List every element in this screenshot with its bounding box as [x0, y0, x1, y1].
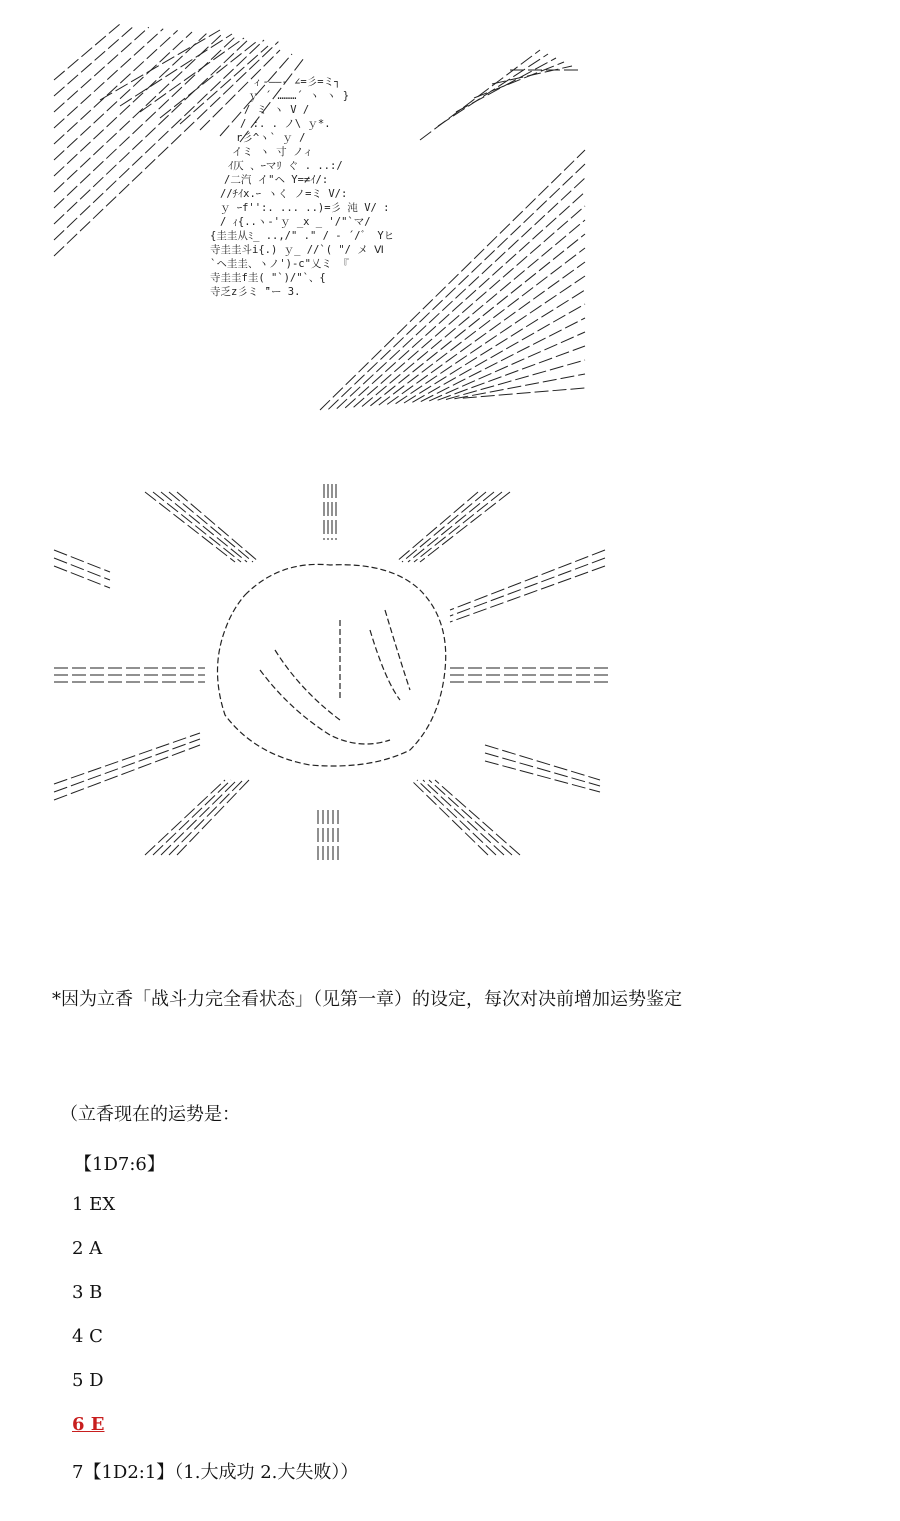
- speed-line: [396, 276, 585, 404]
- speed-line: [54, 30, 178, 144]
- ray-line: [420, 492, 510, 562]
- ray-line: [145, 492, 235, 562]
- hand-art-row: イミ ヽ 寸 ノィ: [232, 146, 314, 158]
- ray-line: [153, 780, 231, 855]
- fist-outline-stroke: [370, 630, 400, 700]
- speed-line: [54, 32, 192, 160]
- fist-outline-stroke: [275, 650, 340, 720]
- speed-line: [438, 346, 585, 400]
- hand-art-row: ｙ ´ ………´ ヽ ヽ }: [248, 90, 350, 102]
- ray-line: [153, 492, 241, 562]
- speed-line: [54, 24, 120, 80]
- fortune-option: 7【1D2:1】（1.大成功 2.大失败））: [72, 1462, 359, 1483]
- fortune-option: 5 D: [72, 1370, 104, 1391]
- speed-line: [54, 26, 134, 96]
- ray-line: [54, 745, 200, 800]
- ray-line: [169, 780, 243, 855]
- fist-figure: [218, 564, 446, 766]
- ray-line: [450, 558, 605, 616]
- dice-roll-result: 【1D7:6】: [74, 1154, 165, 1175]
- hand-art-row: / ミ ヽ V /: [244, 104, 310, 116]
- fortune-option: 1 EX: [72, 1194, 116, 1215]
- fist-outline-stroke: [260, 670, 390, 744]
- ray-line: [485, 745, 600, 780]
- speed-line: [160, 42, 256, 118]
- speed-line: [492, 66, 572, 84]
- ray-line: [145, 780, 225, 855]
- speed-line: [420, 50, 540, 140]
- ray-line: [402, 492, 486, 562]
- hand-art-row: 寺圭圭f圭( "`)/"`、{: [210, 272, 326, 284]
- speed-line: [120, 34, 232, 106]
- speed-line: [404, 290, 585, 403]
- hand-art-row: /二汽 イ"ヘ Y=≠ｲ/:: [224, 174, 329, 186]
- hand-art-row: / :. . ノ\ ｙ*.: [240, 118, 331, 130]
- fortune-option: 2 A: [72, 1238, 103, 1259]
- fortune-rule-note: *因为立香「战斗力完全看状态」（见第一章）的设定，每次对决前增加运势鉴定: [52, 989, 682, 1010]
- ray-line: [161, 492, 247, 562]
- speed-line: [362, 220, 585, 407]
- ray-line: [450, 550, 605, 610]
- ray-line: [435, 780, 520, 855]
- ray-line: [408, 492, 494, 562]
- ray-line: [417, 780, 496, 855]
- ray-line: [411, 780, 488, 855]
- ray-line: [429, 780, 512, 855]
- ray-line: [450, 566, 605, 622]
- speed-line: [54, 35, 221, 192]
- hand-art-row: ィ‐――‐ ∠=彡=ミ┐: [252, 76, 341, 88]
- hand-art-row: / ｨ{..ヽ-'ｙ _x _ '/"`マ/: [220, 216, 371, 228]
- hand-art-row: ｙ ｰf'':. ... ..)=彡 沌 V/ :: [220, 202, 390, 214]
- speed-line: [412, 304, 585, 402]
- impact-rays: [54, 484, 610, 862]
- speed-line: [379, 248, 585, 405]
- fortune-option-selected: 6 E: [72, 1414, 105, 1435]
- fortune-intro: （立香现在的运势是：: [60, 1104, 240, 1125]
- hand-art-row: 寺圭圭斗i{.) ｙ_ //`( "/ メ Ⅵ: [210, 244, 384, 256]
- fist-outline-stroke: [218, 564, 446, 766]
- ray-line: [485, 753, 600, 786]
- hand-figure: [210, 76, 394, 298]
- speed-line: [328, 164, 585, 409]
- ray-line: [423, 780, 504, 855]
- fist-outline-stroke: [385, 610, 410, 690]
- speed-line: [54, 29, 163, 128]
- ray-line: [169, 492, 253, 562]
- fortune-option: 3 B: [72, 1282, 103, 1303]
- fortune-option: 4 C: [72, 1326, 103, 1347]
- hand-art-row: r彡^ヽ` ｙ /: [236, 132, 306, 144]
- ray-line: [161, 780, 237, 855]
- ray-line: [485, 761, 600, 792]
- hand-art-row: 寺乏z彡ミ ̄"ー 3.: [210, 286, 301, 298]
- hand-art-row: `ヘ圭圭、ヽノ')-c"乂ミ 『: [210, 258, 349, 270]
- hand-art-row: ｲ仄 、ｰマﾘ ぐ . ..:/: [228, 160, 343, 172]
- hand-art-row: {圭圭从ﾐ_ ..,/" ." / ‐ ´/゛ Yヒ: [210, 230, 395, 242]
- speed-line: [474, 62, 564, 98]
- ray-line: [54, 739, 200, 792]
- ray-line: [54, 733, 200, 784]
- hand-art-row: //ﾁｲx.ｰ ヽく ノ=ミ V/:: [220, 188, 348, 200]
- speed-line: [446, 360, 585, 400]
- ray-line: [414, 492, 502, 562]
- speed-line: [54, 34, 206, 176]
- fist-ascii-art: [40, 470, 640, 870]
- hand-ascii-art: [40, 20, 620, 420]
- speed-line: [421, 318, 585, 402]
